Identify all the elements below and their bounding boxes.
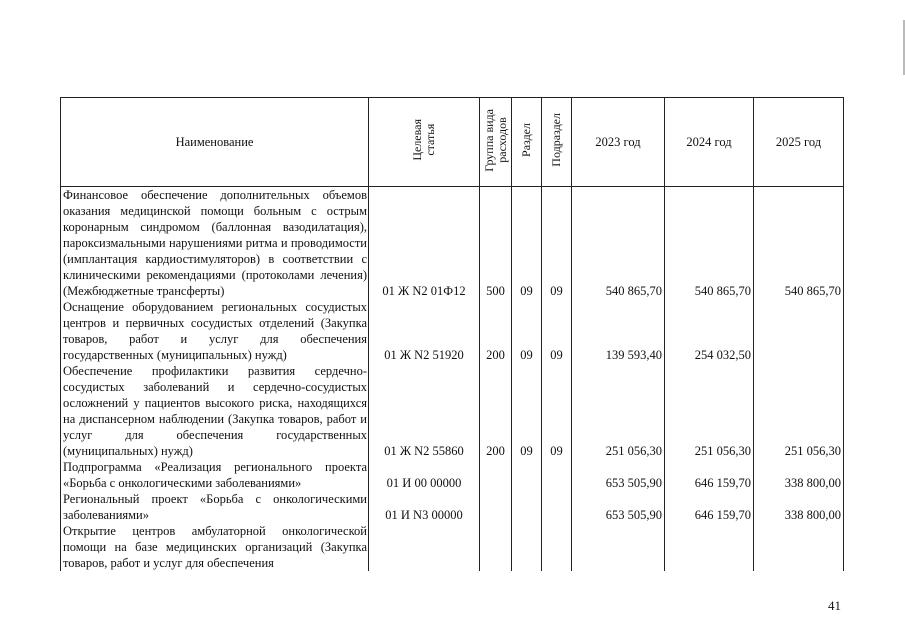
row-section: 09 bbox=[512, 299, 542, 363]
budget-table bbox=[60, 97, 844, 571]
row-target-article: 01 И N3 00000 bbox=[369, 491, 480, 523]
row-name bbox=[61, 523, 369, 571]
row-expense-group: 200 bbox=[480, 299, 512, 363]
table-row bbox=[61, 459, 844, 491]
header-expense-group: Группа вида расходов bbox=[480, 98, 512, 187]
row-2024 bbox=[665, 523, 754, 571]
row-expense-group bbox=[480, 459, 512, 491]
row-2023: 653 505,90 bbox=[572, 459, 665, 491]
row-subsection: 09 bbox=[542, 363, 572, 459]
row-expense-group bbox=[480, 491, 512, 523]
table-row bbox=[61, 187, 844, 300]
row-2025 bbox=[754, 523, 844, 571]
row-2025: 540 865,70 bbox=[754, 187, 844, 300]
header-section: Раздел bbox=[512, 98, 542, 187]
table-row bbox=[61, 491, 844, 523]
row-target-article: 01 Ж N2 01Ф12 bbox=[369, 187, 480, 300]
row-target-article: 01 И 00 00000 bbox=[369, 459, 480, 491]
row-2023: 653 505,90 bbox=[572, 491, 665, 523]
row-target-article: 01 Ж N2 55860 bbox=[369, 363, 480, 459]
row-2025: 251 056,30 bbox=[754, 363, 844, 459]
table-row bbox=[61, 363, 844, 459]
header-name: Наименование bbox=[61, 98, 369, 187]
row-2024: 251 056,30 bbox=[665, 363, 754, 459]
row-name: Обеспечение профилактики развития сердечно-сосудистых заболеваний и сердечно-сосудистых осложнений у пациентов высокого риска, находящихся на диспансерном наблюдении (Закупка товаров, работ и услуг для обеспечения государственных (муниципальных) нужд) bbox=[61, 363, 369, 459]
row-name: Финансовое обеспечение дополнительных объемов оказания медицинской помощи больным с острым коронарным синдромом (баллонная вазодилатация), пароксизмальными нарушениями ритма и проводимости (имплантация кардиостимуляторов) в соответствии с клиническими рекомендациями (протоколами лечения) (Межбюджетные трансферты) bbox=[61, 187, 369, 300]
row-section: 09 bbox=[512, 187, 542, 300]
row-subsection bbox=[542, 459, 572, 491]
row-section: 09 bbox=[512, 363, 542, 459]
row-name: Подпрограмма «Реализация регионального проекта «Борьба с онкологическими заболеваниями» bbox=[61, 459, 369, 491]
table-row bbox=[61, 299, 844, 363]
table-header-row bbox=[61, 98, 844, 187]
row-subsection: 09 bbox=[542, 187, 572, 300]
row-section bbox=[512, 459, 542, 491]
row-2023: 139 593,40 bbox=[572, 299, 665, 363]
row-section bbox=[512, 491, 542, 523]
row-name-text: Открытие центров амбулаторной онкологической помощи на базе медицинских организаций (Закупка товаров, работ и услуг для обеспечения bbox=[63, 524, 367, 570]
table-row bbox=[61, 523, 844, 571]
row-name: Оснащение оборудованием региональных сосудистых центров и первичных сосудистых отделений (Закупка товаров, работ и услуг для обеспечения государственных (муниципальных) нужд) bbox=[61, 299, 369, 363]
header-2025: 2025 год bbox=[754, 98, 844, 187]
row-2023 bbox=[572, 523, 665, 571]
row-subsection: 09 bbox=[542, 299, 572, 363]
header-subsection: Подраздел bbox=[542, 98, 572, 187]
row-subsection bbox=[542, 491, 572, 523]
row-2025: 338 800,00 bbox=[754, 459, 844, 491]
header-2023: 2023 год bbox=[572, 98, 665, 187]
row-2025: 338 800,00 bbox=[754, 491, 844, 523]
row-target-article bbox=[369, 523, 480, 571]
row-2024: 254 032,50 bbox=[665, 299, 754, 363]
row-expense-group: 500 bbox=[480, 187, 512, 300]
row-2025 bbox=[754, 299, 844, 363]
page-number: 41 bbox=[828, 598, 841, 613]
row-2024: 646 159,70 bbox=[665, 459, 754, 491]
row-2023: 251 056,30 bbox=[572, 363, 665, 459]
row-section bbox=[512, 523, 542, 571]
header-2024: 2024 год bbox=[665, 98, 754, 187]
row-name: Региональный проект «Борьба с онкологическими заболеваниями» bbox=[61, 491, 369, 523]
row-expense-group: 200 bbox=[480, 363, 512, 459]
header-target-article: Целевая статья bbox=[369, 98, 480, 187]
row-expense-group bbox=[480, 523, 512, 571]
row-target-article: 01 Ж N2 51920 bbox=[369, 299, 480, 363]
row-2024: 646 159,70 bbox=[665, 491, 754, 523]
row-2023: 540 865,70 bbox=[572, 187, 665, 300]
row-subsection bbox=[542, 523, 572, 571]
row-2024: 540 865,70 bbox=[665, 187, 754, 300]
